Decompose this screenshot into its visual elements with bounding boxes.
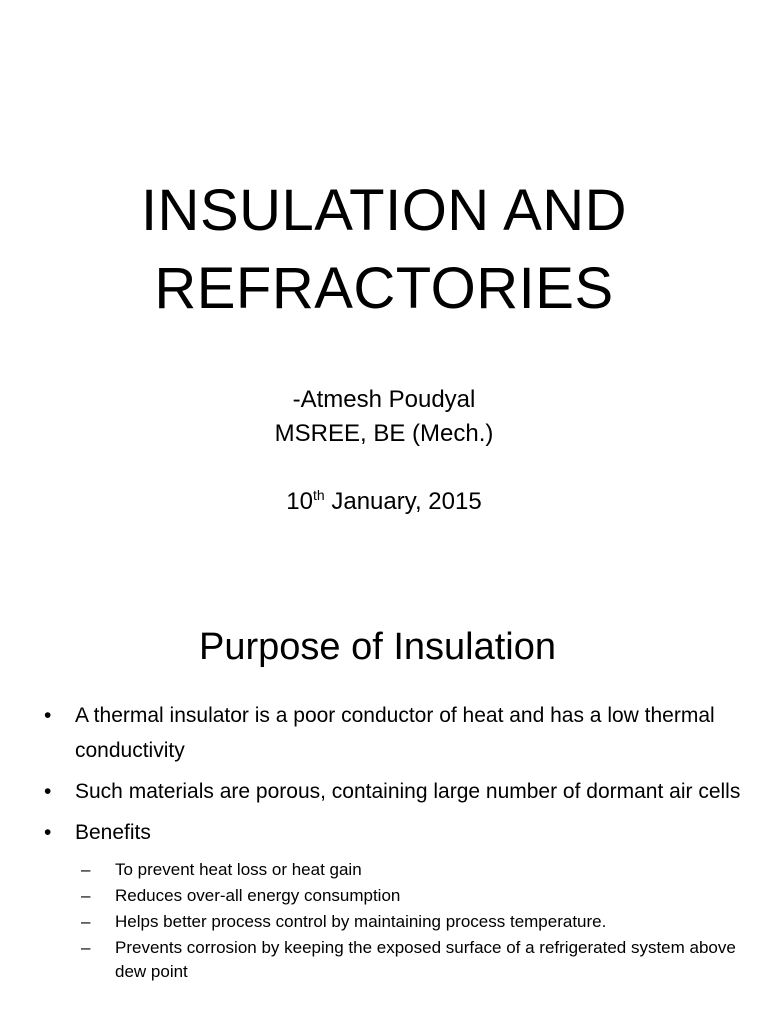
sub-bullet-dash: – xyxy=(81,860,91,879)
slide-title xyxy=(0,172,768,328)
bullet-list xyxy=(44,698,744,856)
bullet-dot: • xyxy=(44,780,52,803)
bullet-dot: • xyxy=(44,704,52,727)
slide-title-line-1: INSULATION AND xyxy=(140,178,628,243)
subtitle-spacer xyxy=(0,451,768,485)
bullet-item xyxy=(44,698,744,768)
author-name: -Atmesh Poudyal xyxy=(292,386,476,413)
sub-bullet-item xyxy=(81,884,761,908)
date-month-year: January, 2015 xyxy=(324,488,482,515)
date-day: 10 xyxy=(286,488,313,515)
sub-bullet-dash: – xyxy=(81,938,91,957)
bullet-text: A thermal insulator is a poor conductor of heat and has a low thermal conductivity xyxy=(75,704,715,762)
sub-bullet-list xyxy=(81,858,761,986)
sub-bullet-dash: – xyxy=(81,886,91,905)
content-slide xyxy=(0,576,768,1024)
sub-bullet-text: Reduces over-all energy consumption xyxy=(115,886,401,905)
sub-bullet-text: To prevent heat loss or heat gain xyxy=(115,860,362,879)
bullet-text: Benefits xyxy=(75,821,151,844)
bullet-item xyxy=(44,774,744,809)
bullet-text: Such materials are porous, containing large number of dormant air cells xyxy=(75,780,741,803)
sub-bullet-item xyxy=(81,936,761,984)
presentation-date xyxy=(0,485,768,519)
sub-bullet-dash: – xyxy=(81,912,91,931)
slide-title-line-2: REFRACTORIES xyxy=(154,256,614,321)
section-title: Purpose of Insulation xyxy=(198,626,556,668)
sub-bullet-text: Helps better process control by maintaining process temperature. xyxy=(115,912,607,931)
slide-subtitle xyxy=(0,383,768,519)
sub-bullet-item xyxy=(81,910,761,934)
bullet-item-benefits xyxy=(44,815,744,850)
sub-bullet-text: Prevents corrosion by keeping the exposed surface of a refrigerated system above dew point xyxy=(115,938,736,981)
author-credentials: MSREE, BE (Mech.) xyxy=(274,420,494,447)
bullet-dot: • xyxy=(44,821,52,844)
sub-bullet-item xyxy=(81,858,761,882)
date-ordinal-suffix: th xyxy=(313,487,325,503)
